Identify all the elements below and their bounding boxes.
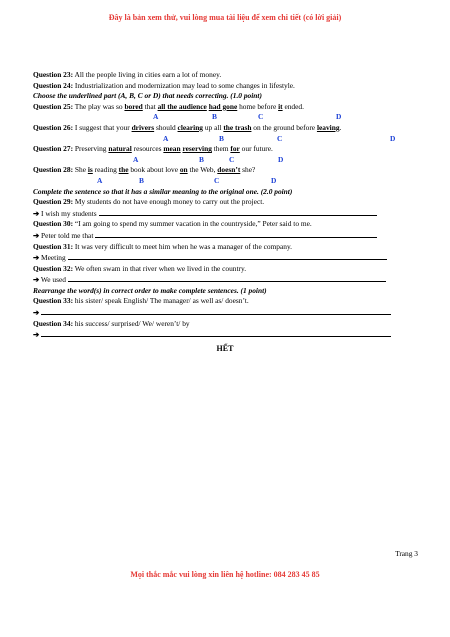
question-30 — [33, 219, 423, 230]
answer-blank[interactable] — [68, 274, 386, 282]
underlined-d: leaving — [316, 122, 340, 132]
underlined-b: the — [118, 165, 129, 175]
option-b: B — [219, 133, 224, 143]
answer-line — [33, 252, 423, 264]
text: should — [154, 122, 178, 132]
question-number: Question 33: — [33, 296, 74, 306]
option-c: C — [214, 175, 220, 185]
option-c: C — [258, 112, 264, 122]
underlined-a: natural — [108, 144, 132, 154]
question-number: Question 29: — [33, 197, 74, 207]
underlined-b: all the audience — [157, 101, 207, 111]
text: on the ground before — [251, 122, 317, 132]
arrow-icon: ➔ — [33, 208, 40, 218]
question-text: My students do not have enough money to carry out the project. — [73, 197, 265, 207]
option-a: A — [133, 154, 139, 164]
underlined-b: mean — [163, 144, 181, 154]
underlined-b: clearing — [177, 122, 203, 132]
text: she? — [240, 165, 256, 175]
underlined-a: is — [87, 165, 93, 175]
question-text: his success/ surprised/ We/ weren’t/ by — [73, 318, 190, 328]
options-row — [33, 176, 423, 187]
hotline-notice: Mọi thắc mắc vui lòng xin liên hệ hotline: 084 283 45 85 — [130, 570, 320, 579]
answer-blank[interactable] — [41, 329, 391, 337]
sentence-start: I wish my students — [39, 208, 99, 218]
question-text: All the people living in cities earn a lot of money. — [73, 70, 222, 79]
underlined-c: had gone — [208, 101, 238, 111]
end-mark: HẾT — [216, 344, 234, 353]
options-row — [33, 155, 423, 166]
answer-line — [33, 230, 423, 242]
answer-blank[interactable] — [41, 307, 391, 315]
underlined-d: it — [278, 101, 283, 111]
answer-line — [33, 307, 423, 319]
underlined-a: drivers — [131, 122, 155, 132]
preview-notice: Đây là bản xem thử, vui lòng mua tài liệu để xem chi tiết (có lời giải) — [108, 13, 342, 22]
question-31 — [33, 242, 423, 253]
arrow-icon: ➔ — [33, 275, 40, 285]
text: our future. — [239, 144, 273, 154]
text: up all — [203, 122, 224, 132]
arrow-icon: ➔ — [33, 230, 40, 240]
underlined-a: bored — [124, 101, 143, 111]
option-c: C — [229, 154, 235, 164]
option-d: D — [278, 154, 284, 164]
question-23 — [33, 70, 423, 81]
question-29 — [33, 197, 423, 208]
option-a: A — [153, 112, 159, 122]
option-a: A — [163, 133, 169, 143]
answer-blank[interactable] — [68, 252, 387, 260]
sentence-start: Meeting — [39, 253, 68, 263]
arrow-icon: ➔ — [33, 253, 40, 263]
exam-content — [33, 70, 423, 341]
text: I suggest that your — [73, 122, 132, 132]
section-heading-rewrite: Complete the sentence so that it has a similar meaning to the original one. (2.0 point) — [33, 186, 293, 196]
section-heading-rearrange: Rearrange the word(s) in correct order to make complete sentences. (1 point) — [33, 285, 267, 295]
underlined-c: the trash — [223, 122, 252, 132]
question-32 — [33, 264, 423, 275]
options-row — [33, 112, 423, 123]
text: ended. — [282, 101, 304, 111]
arrow-icon: ➔ — [33, 308, 40, 318]
option-a: A — [97, 175, 103, 185]
text: them — [211, 144, 231, 154]
text: book about love — [128, 165, 180, 175]
sentence-start: Peter told me that — [39, 230, 96, 240]
question-number: Question 28: — [33, 165, 74, 175]
answer-blank[interactable] — [99, 208, 377, 216]
arrow-icon: ➔ — [33, 330, 40, 340]
option-d: D — [336, 112, 342, 122]
question-text: It was very difficult to meet him when he was a manager of the company. — [73, 241, 293, 251]
answer-blank[interactable] — [95, 230, 377, 238]
text: She — [73, 165, 88, 175]
question-number: Question 31: — [33, 241, 74, 251]
question-24 — [33, 81, 423, 92]
text: Preserving — [73, 144, 109, 154]
text: that — [142, 101, 158, 111]
page-number: Trang 3 — [395, 549, 418, 558]
sentence-start: We used — [39, 275, 68, 285]
text: the Web, — [187, 165, 218, 175]
underlined-d: for — [230, 144, 240, 154]
option-c: C — [277, 133, 283, 143]
answer-line — [33, 274, 423, 286]
text: The play was so — [73, 101, 125, 111]
question-number: Question 32: — [33, 263, 74, 273]
question-number: Question 25: — [33, 101, 74, 111]
question-text: “I am going to spend my summer vacation in the countryside,” Peter said to me. — [73, 219, 312, 229]
question-number: Question 27: — [33, 144, 74, 154]
text: resources — [131, 144, 164, 154]
option-d: D — [390, 133, 396, 143]
section-heading-correction: Choose the underlined part (A, B, C or D) that needs correcting. (1.0 point) — [33, 91, 262, 101]
text: reading — [92, 165, 119, 175]
underlined-c: on — [179, 165, 188, 175]
question-27 — [33, 144, 423, 155]
option-b: B — [139, 175, 144, 185]
option-d: D — [271, 175, 277, 185]
question-34 — [33, 319, 423, 330]
answer-line — [33, 329, 423, 341]
question-text: Industrialization and modernization may lead to some changes in lifestyle. — [73, 80, 295, 90]
question-number: Question 30: — [33, 219, 74, 229]
question-text: his sister/ speak English/ The manager/ as well as/ doesn’t. — [73, 296, 249, 306]
question-33 — [33, 296, 423, 307]
text: home before — [237, 101, 279, 111]
question-number: Question 23: — [33, 70, 74, 79]
question-number: Question 24: — [33, 80, 74, 90]
question-number: Question 26: — [33, 122, 74, 132]
question-number: Question 34: — [33, 318, 74, 328]
options-row — [33, 134, 423, 145]
question-28 — [33, 165, 423, 176]
underlined-d: doesn’t — [217, 165, 241, 175]
answer-line — [33, 208, 423, 220]
question-25 — [33, 102, 423, 113]
question-26 — [33, 123, 423, 134]
underlined-c: reserving — [182, 144, 212, 154]
option-b: B — [199, 154, 204, 164]
option-b: B — [212, 112, 217, 122]
text: . — [339, 122, 342, 132]
question-text: We often swam in that river when we lived in the country. — [73, 263, 247, 273]
